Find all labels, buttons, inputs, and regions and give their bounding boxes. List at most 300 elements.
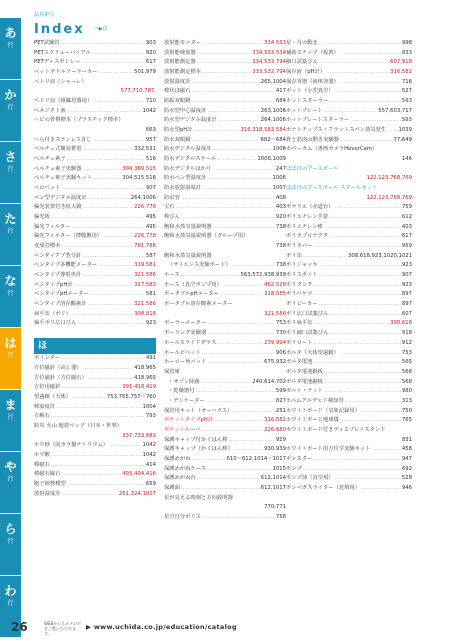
entry-pages: 565 [401,359,412,366]
entry-name: 保管用キット（オーハウス） [164,407,233,414]
entry-pages: 912 [401,339,412,346]
leader-dots [88,374,133,384]
entry-pages: 226,680 [264,426,286,433]
index-entry [34,432,156,442]
entry-pages: 122,123,768,769 [366,194,412,201]
entry-pages: 738 [275,262,286,269]
entry-name: 防水デジタルはかり [164,165,212,172]
leader-dots [77,319,144,329]
entry-pages: 577,710,787, [120,88,156,95]
entry-pages: 321,586 [134,272,156,279]
index-entry [164,126,286,136]
tab-gyo: 行 [7,166,14,173]
entry-name: 星空自分ポリス [164,513,201,520]
entry-pages: 308,618,923,1020,1021 [347,252,412,259]
index-entry [164,387,286,397]
entry-name: 扁平缶（ポリ） [34,310,72,317]
leader-dots [192,87,275,97]
index-entry [286,397,412,407]
tab-ら[interactable] [0,514,21,575]
entry-name: 防水デジタルスケール [164,156,217,163]
entry-name: 放射能検知器 [164,49,196,56]
leader-dots [83,364,133,374]
leader-dots [72,393,106,403]
entry-name: ポリ扁平缶 [286,320,313,327]
leader-dots [62,470,122,480]
tab-gyo: 行 [7,538,14,545]
index-entry [286,455,412,465]
entry-pages: 516 [145,156,156,163]
leader-dots [61,39,145,49]
entry-pages: 946 [401,484,412,491]
index-entry [34,232,156,242]
tab-は[interactable] [0,328,21,389]
index-entry [164,465,286,475]
entry-name: ・デシケーター [168,397,205,404]
entry-name: 防災 火山 地震マップ（日本・世界） [34,422,122,429]
entry-pages: 610〜612,1014〜1017 [226,455,286,462]
entry-pages: 263,1006 [260,107,286,114]
index-entry [164,165,286,175]
leader-dots [103,232,133,242]
leader-dots [340,78,401,88]
entry-pages: 947 [401,455,412,462]
leader-dots [212,145,271,155]
tab-gyo: 行 [7,414,14,421]
index-entry [286,174,412,184]
index-column-3 [286,39,412,494]
entry-name: ボルタ電池銀板 [286,368,323,375]
entry-pages: 318,585 [264,291,286,298]
leader-dots [361,407,401,417]
index-entry [164,261,286,271]
entry-pages: 334,533,794 [252,59,286,66]
tab-た[interactable] [0,204,21,265]
leader-dots [194,126,240,136]
index-entry [34,393,156,403]
entry-name: ・乾燥器付 [168,388,195,395]
index-entry [34,281,156,291]
ho-entries-a [34,354,156,499]
tab-kana: わ [4,584,17,598]
index-entry [286,223,412,233]
index-entry [34,319,156,329]
leader-dots [82,271,133,281]
leader-dots [207,319,275,329]
entry-pages: 617 [401,233,412,240]
entry-pages: 226,778 [134,233,156,240]
index-entry [164,513,286,523]
leader-dots [319,261,401,271]
index-entry [34,290,156,300]
entry-pages: 226,778 [134,204,156,211]
leader-dots [229,436,275,446]
entry-pages: 716 [401,78,412,85]
leader-dots [181,271,240,281]
entry-pages: 692 [401,465,412,472]
entry-name: 方位磁針（方位磁石） [34,374,87,381]
index-entry [286,136,412,146]
entry-pages: 317,583 [134,281,156,288]
index-entry [286,339,412,349]
leader-dots [207,465,271,475]
index-entry [164,194,286,204]
index-entry [34,194,156,204]
leader-dots [181,213,275,223]
leader-dots [207,174,271,184]
entry-name: 棒磁石 [34,461,50,468]
entry-name: ベンタイプ導電率計 [34,272,82,279]
entry-name: ペルチェ素子 [34,156,66,163]
index-entry [286,97,412,107]
entry-pages: 599 [275,388,286,395]
entry-pages: 793 [145,413,156,420]
entry-pages: 122,123,768,769 [366,175,412,182]
index-entry [164,319,286,329]
entry-name: 星が見える時刻と方向説明器 [164,494,233,501]
leader-dots [313,455,401,465]
leader-dots [202,426,263,436]
leader-dots [372,445,401,455]
entry-name: 保護面 [164,484,180,491]
tab-な[interactable] [0,266,21,327]
index-subtitle: 品名索引 [34,12,55,18]
entry-name: ペン型デジタル温度計 [34,194,87,201]
entry-name: ペルチェ素子実験キット [34,175,93,182]
entry-pages: 923 [145,320,156,327]
entry-pages: 903 [145,40,156,46]
leader-dots [93,136,145,146]
entry-pages: 607 [401,310,412,317]
index-entry [286,39,412,49]
index-entry [286,378,412,388]
leader-dots [340,49,401,59]
leader-dots [98,68,133,78]
tab-gyo: 行 [7,42,14,49]
index-entry [164,68,286,78]
entry-pages: 321,586 [264,310,286,317]
entry-pages: 612,1017 [260,484,286,491]
leader-dots [93,174,121,184]
index-entry [164,213,286,223]
index-entry [286,387,412,397]
index-entry [286,116,412,126]
entry-name: ボルト・ナット [286,388,323,395]
index-entry [164,58,286,68]
entry-pages: 1007 [272,185,286,192]
leader-dots [202,349,275,359]
leader-dots [303,252,347,262]
entry-pages: 897 [401,301,412,308]
leader-dots [329,232,401,242]
entry-pages: 738 [275,243,286,250]
leader-dots [202,513,275,523]
entry-name: ホルムアルデヒド検知管 [286,397,344,404]
leader-dots [62,383,122,393]
entry-name: 飽和水蒸気量説明器 [164,223,212,230]
leader-dots [62,490,118,500]
entry-name: 保護めがねケース [164,465,207,472]
entry-pages: 333,532,794 [252,69,286,76]
tab-あ[interactable] [0,18,21,79]
leader-dots [335,474,401,484]
index-entry [164,107,286,117]
leader-dots [318,300,400,310]
index-entry [34,116,156,126]
leader-dots [329,310,400,320]
leader-dots [67,480,145,490]
leader-dots [218,116,260,126]
leader-dots [197,49,252,59]
entry-name: 保護めがね [164,455,191,462]
entry-name: ポリエチレン棒 [286,223,323,230]
leader-dots [326,68,389,78]
index-entry [286,426,412,436]
tab-や[interactable] [0,452,21,513]
entry-name: ヘら付きステンレスさじ [34,136,92,143]
entry-name: ヘビの骨格標本（プラスチック標本） [34,117,124,124]
index-entry [286,436,412,446]
entry-pages: 663 [145,127,156,134]
leader-dots [313,281,400,291]
index-entry [164,329,286,339]
tab-kana: さ [4,150,17,164]
entry-name: ポンプ油（真空用） [286,475,334,482]
index-entry [34,480,156,490]
index-entry [164,203,286,213]
leader-dots [324,223,401,233]
index-entry [286,242,412,252]
entry-name: ベンタイプ溶存酸素計 [34,301,87,308]
entry-pages: 750 [401,407,412,414]
leader-dots [88,300,134,310]
leader-dots [232,261,275,271]
index-entry [164,145,286,155]
entry-pages: 391,418,419 [122,384,156,391]
index-range: ヘ▶ほ [93,26,108,32]
tab-kana: は [4,336,17,350]
leader-dots [67,155,145,165]
entry-name: 偏光フィルター [34,223,71,230]
entry-name: ほぼ日のアースボール [286,165,339,172]
entry-name: ホーロー角バット [164,359,207,366]
tab-kana: か [4,88,17,102]
leader-dots [90,290,145,300]
leader-dots [51,213,145,223]
leader-dots [313,242,400,252]
entry-name: ポリスポイト [286,272,318,279]
entry-pages: 557,603,717 [378,107,412,114]
entry-pages: 684 [275,98,286,105]
entry-pages: 264,1006 [260,117,286,124]
leader-dots [88,194,130,204]
index-entry [164,310,286,320]
index-entry [164,455,286,465]
leader-dots [176,203,275,213]
entry-name: ポータブル溶存酸素メーター [164,301,233,308]
leader-dots [335,203,401,213]
entry-pages: 308,818 [134,310,156,317]
index-entry [286,213,412,223]
entry-pages: 334,533 [264,40,286,46]
entry-name: 飽和水蒸気量説明器 [164,252,212,259]
entry-name: 放射温度計 [164,78,191,85]
index-entry [34,451,156,461]
entry-pages: 1004 [142,403,156,410]
index-column-1 [34,39,156,499]
entry-name: ペルチェ式簡易蓄電 [34,146,82,153]
entry-name: ホワイトボード（気象記録用） [286,407,360,414]
entry-name: ホウ酸 [34,451,50,458]
leader-dots [192,78,260,88]
leader-dots [197,58,252,68]
entry-pages: 334,533,534 [252,49,286,56]
entry-name: 保護キャップ（かくはん棒） [164,446,233,453]
leader-dots [340,416,401,426]
entry-name: ポリジャッキ [286,262,318,269]
entry-name: 保管庫 [164,368,180,375]
index-entry [34,68,156,78]
index-entry [286,474,412,484]
index-entry [286,368,412,378]
index-entry [34,223,156,233]
tab-さ[interactable] [0,142,21,203]
leader-dots [329,213,401,223]
index-entry [34,58,156,68]
index-entry [164,445,286,455]
entry-pages: 527 [401,88,412,95]
index-entry [34,354,156,364]
entry-name: ポケットルーペ [164,426,201,433]
leader-dots [197,474,260,484]
index-entry [286,484,412,494]
leader-dots [62,242,134,252]
index-entry [164,494,286,504]
entry-name: ペロペット [34,185,61,192]
entry-name: ポンプ [286,465,302,472]
index-entry [164,484,286,494]
entry-pages: 418,965 [134,374,156,381]
index-entry [164,87,286,97]
entry-pages: 980 [401,388,412,395]
catalog-url-link[interactable]: ▶ www.uchida.co.jp/education/catalog [86,623,237,631]
entry-name: ベンタイプpHメーター [34,291,89,298]
index-entry [164,397,286,407]
index-entry [164,271,286,281]
entry-name: ボーラーメーター [164,320,207,327]
tab-gyo: 行 [7,352,14,359]
tab-kana: ら [4,522,17,536]
leader-dots [340,349,401,359]
index-entry [34,174,156,184]
entry-pages: 710 [145,98,156,105]
entry-pages: 408 [275,194,286,201]
leader-dots [51,451,142,461]
leader-dots [314,319,390,329]
index-entry [34,165,156,175]
entry-pages: 239,994 [264,339,286,346]
entry-name: ポインター [34,355,61,362]
entry-pages: 1042 [142,107,156,114]
entry-name: 飽和水蒸気量説明器（グループ用） [164,233,249,240]
entry-name: 防水放射温度計 [164,185,202,192]
entry-name: ペトリ皿（シャーレ） [34,78,87,85]
entry-pages: 462,528 [264,281,286,288]
leader-dots [201,378,252,388]
leader-dots [202,68,251,78]
entry-name: ポリバケツ [286,291,313,298]
entry-pages: 304,369,515 [122,165,156,172]
leader-dots [324,368,401,378]
index-entry [286,203,412,213]
index-entry [34,300,156,310]
index-entry [286,165,412,175]
index-entry [34,184,156,194]
entry-name: 偏光板 [34,214,50,221]
entry-name: 防水型デジタル温度計 [164,117,217,124]
index-entry [286,290,412,300]
leader-dots [329,97,401,107]
leader-dots [387,126,397,136]
leader-dots [319,39,401,49]
leader-dots [350,116,401,126]
index-entry [34,383,156,393]
entry-name: 防水デジタル温度計 [164,146,212,153]
index-entry [164,474,286,484]
entry-name: ポリカバー [286,243,313,250]
leader-dots [223,281,263,291]
entry-pages: 495 [145,214,156,221]
index-entry [286,87,412,97]
leader-dots [72,310,133,320]
leader-dots [214,416,263,426]
index-entry [286,310,412,320]
entry-name: 方位用磁針 [34,384,61,391]
index-entry [34,271,156,281]
leader-dots [83,165,122,175]
tab-か[interactable] [0,80,21,141]
entry-name: ポリタンク [286,281,313,288]
leader-dots [56,403,141,413]
entry-pages: 738 [275,223,286,230]
leader-dots [314,339,401,349]
entry-pages: 321,586 [134,301,156,308]
entry-pages: 930,939 [264,446,286,453]
index-entry [286,58,412,68]
entry-pages: 313 [401,397,412,404]
entry-name: ポリ広口試薬びん [286,310,329,317]
index-entry [286,232,412,242]
entry-name: 保護キャップ付かくはん棒 [164,436,228,443]
entry-name: ポット（小型真空） [286,88,334,95]
index-entry [164,242,286,252]
entry-name: ペットボトルソーラーカー [34,69,98,76]
index-entry [286,261,412,271]
leader-dots [61,354,145,364]
index-entry [286,465,412,475]
entry-pages: 612 [401,214,412,221]
entry-pages: 593 [401,98,412,105]
index-entry [34,155,156,165]
leader-dots [361,484,401,494]
entry-name: ホットプレートスターラー [286,117,350,124]
entry-pages: 920 [145,49,156,56]
tab-ま[interactable] [0,390,21,451]
entry-name: 補助スナップ（板書） [286,49,339,56]
entry-name: 方解石 [34,413,50,420]
leader-dots [71,223,144,233]
index-entry [34,403,156,413]
